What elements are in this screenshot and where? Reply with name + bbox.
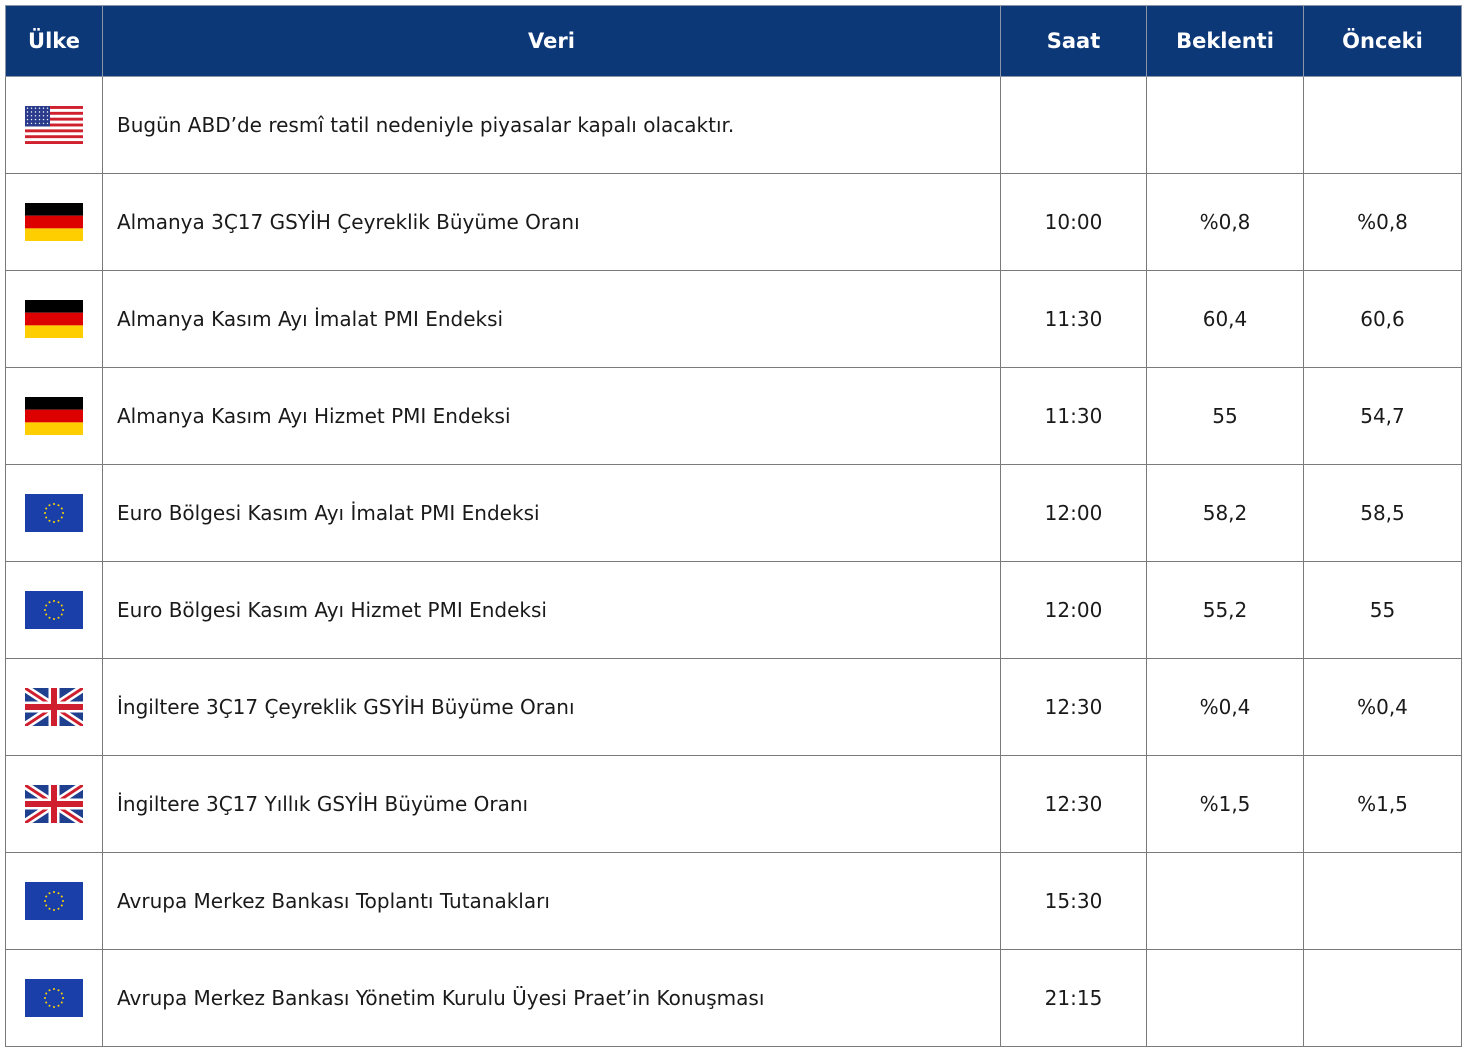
time-cell: 15:30: [1001, 853, 1147, 950]
country-cell: [6, 368, 103, 465]
economic-calendar-table: [5, 5, 1462, 1047]
previous-cell: 54,7: [1304, 368, 1462, 465]
expected-cell: 60,4: [1147, 271, 1304, 368]
previous-cell: [1304, 77, 1462, 174]
table-header-row: [6, 6, 1462, 77]
data-cell: Avrupa Merkez Bankası Yönetim Kurulu Üyesi Praet’in Konuşması: [103, 950, 1001, 1047]
data-cell: Euro Bölgesi Kasım Ayı Hizmet PMI Endeksi: [103, 562, 1001, 659]
header-previous: Önceki: [1304, 6, 1462, 77]
country-cell: [6, 756, 103, 853]
table-row: [6, 174, 1462, 271]
time-cell: 10:00: [1001, 174, 1147, 271]
expected-cell: 58,2: [1147, 465, 1304, 562]
data-cell: Almanya Kasım Ayı İmalat PMI Endeksi: [103, 271, 1001, 368]
expected-cell: 55,2: [1147, 562, 1304, 659]
expected-cell: %1,5: [1147, 756, 1304, 853]
previous-cell: %1,5: [1304, 756, 1462, 853]
table-row: [6, 756, 1462, 853]
table-row: [6, 853, 1462, 950]
time-cell: 12:00: [1001, 562, 1147, 659]
header-expected: Beklenti: [1147, 6, 1304, 77]
previous-cell: %0,8: [1304, 174, 1462, 271]
previous-cell: %0,4: [1304, 659, 1462, 756]
country-cell: [6, 174, 103, 271]
table-row: [6, 465, 1462, 562]
us-flag-icon: [25, 106, 83, 144]
time-cell: 12:30: [1001, 756, 1147, 853]
table-row: [6, 271, 1462, 368]
expected-cell: [1147, 853, 1304, 950]
data-cell: Bugün ABD’de resmî tatil nedeniyle piyasalar kapalı olacaktır.: [103, 77, 1001, 174]
country-cell: [6, 562, 103, 659]
country-cell: [6, 465, 103, 562]
eu-flag-icon: [25, 979, 83, 1017]
de-flag-icon: [25, 203, 83, 241]
de-flag-icon: [25, 300, 83, 338]
table-body: [6, 77, 1462, 1047]
data-cell: İngiltere 3Ç17 Çeyreklik GSYİH Büyüme Oranı: [103, 659, 1001, 756]
table-row: [6, 368, 1462, 465]
data-cell: Avrupa Merkez Bankası Toplantı Tutanakları: [103, 853, 1001, 950]
data-cell: Almanya Kasım Ayı Hizmet PMI Endeksi: [103, 368, 1001, 465]
country-cell: [6, 659, 103, 756]
country-cell: [6, 271, 103, 368]
expected-cell: %0,4: [1147, 659, 1304, 756]
previous-cell: 58,5: [1304, 465, 1462, 562]
eu-flag-icon: [25, 591, 83, 629]
time-cell: 11:30: [1001, 368, 1147, 465]
table-row: [6, 659, 1462, 756]
previous-cell: 55: [1304, 562, 1462, 659]
expected-cell: [1147, 77, 1304, 174]
expected-cell: 55: [1147, 368, 1304, 465]
country-cell: [6, 77, 103, 174]
header-data: Veri: [103, 6, 1001, 77]
time-cell: 12:00: [1001, 465, 1147, 562]
de-flag-icon: [25, 397, 83, 435]
expected-cell: %0,8: [1147, 174, 1304, 271]
table-row: [6, 562, 1462, 659]
uk-flag-icon: [25, 688, 83, 726]
header-country: Ülke: [6, 6, 103, 77]
country-cell: [6, 853, 103, 950]
header-time: Saat: [1001, 6, 1147, 77]
expected-cell: [1147, 950, 1304, 1047]
country-cell: [6, 950, 103, 1047]
eu-flag-icon: [25, 882, 83, 920]
time-cell: [1001, 77, 1147, 174]
uk-flag-icon: [25, 785, 83, 823]
time-cell: 21:15: [1001, 950, 1147, 1047]
previous-cell: [1304, 853, 1462, 950]
eu-flag-icon: [25, 494, 83, 532]
table-row: [6, 77, 1462, 174]
data-cell: İngiltere 3Ç17 Yıllık GSYİH Büyüme Oranı: [103, 756, 1001, 853]
table-row: [6, 950, 1462, 1047]
previous-cell: 60,6: [1304, 271, 1462, 368]
previous-cell: [1304, 950, 1462, 1047]
time-cell: 11:30: [1001, 271, 1147, 368]
data-cell: Euro Bölgesi Kasım Ayı İmalat PMI Endeksi: [103, 465, 1001, 562]
data-cell: Almanya 3Ç17 GSYİH Çeyreklik Büyüme Oranı: [103, 174, 1001, 271]
time-cell: 12:30: [1001, 659, 1147, 756]
